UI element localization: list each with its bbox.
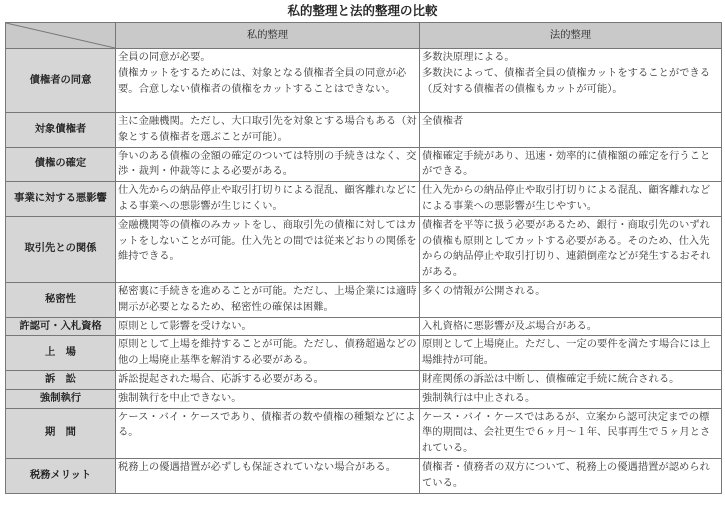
private-cell: 税務上の優遇措置が必ずしも保証されていない場合がある。 [116, 458, 420, 493]
table-row [6, 113, 722, 148]
private-cell: 訴訟提起された場合、応訴する必要がある。 [116, 370, 420, 389]
corner-cell [6, 23, 116, 49]
legal-cell: 強制執行は中止される。 [420, 389, 722, 408]
row-label: 上 場 [6, 336, 116, 371]
private-cell: 主に金融機関。ただし、大口取引先を対象とする場合もある（対象とする債権者を選ぶことが可能）。 [116, 113, 420, 148]
row-label: 訴 訟 [6, 370, 116, 389]
table-row [6, 317, 722, 336]
legal-cell: 財産関係の訴訟は中断し、債権確定手続に統合される。 [420, 370, 722, 389]
table-row [6, 216, 722, 282]
legal-cell: ケース・バイ・ケースではあるが、立案から認可決定までの標準的期間は、会社更生で６ヶ月～１年、民事再生で５ヶ月とされている。 [420, 408, 722, 458]
column-header-private: 私的整理 [116, 23, 420, 49]
private-cell: ケース・バイ・ケースであり、債権者の数や債権の種類などによる。 [116, 408, 420, 458]
page-title: 私的整理と法的整理の比較 [287, 3, 438, 18]
column-header-legal: 法的整理 [420, 23, 722, 49]
row-label: 債権者の同意 [6, 49, 116, 113]
row-label: 許認可・入札資格 [6, 317, 116, 336]
row-label: 債権の確定 [6, 147, 116, 182]
table-row [6, 370, 722, 389]
legal-cell: 仕入先からの納品停止や取引打切りによる混乱、顧客離れなどによる事業への悪影響が生じやすい。 [420, 182, 722, 217]
legal-cell: 債権確定手続があり、迅速・効率的に債権額の確定を行うことができる。 [420, 147, 722, 182]
table-row [6, 336, 722, 371]
table-row [6, 408, 722, 458]
table-row [6, 389, 722, 408]
legal-cell: 多くの情報が公開される。 [420, 282, 722, 317]
legal-cell: 債権者・債務者の双方について、税務上の優遇措置が認められている。 [420, 458, 722, 493]
legal-cell: 入札資格に悪影響が及ぶ場合がある。 [420, 317, 722, 336]
comparison-table [5, 22, 722, 494]
table-row [6, 49, 722, 113]
row-label: 対象債権者 [6, 113, 116, 148]
private-cell: 争いのある債権の金額の確定のついては特別の手続きはなく、交渉・裁判・仲裁等による必要がある。 [116, 147, 420, 182]
table-row [6, 147, 722, 182]
private-cell: 強制執行を中止できない。 [116, 389, 420, 408]
row-label: 税務メリット [6, 458, 116, 493]
legal-cell: 原則として上場廃止。ただし、一定の要件を満たす場合には上場維持が可能。 [420, 336, 722, 371]
row-label: 強制執行 [6, 389, 116, 408]
legal-cell: 全債権者 [420, 113, 722, 148]
private-cell: 原則として影響を受けない。 [116, 317, 420, 336]
row-label: 取引先との関係 [6, 216, 116, 282]
legal-cell: 多数決原理による。 多数決によって、債権者全員の債権カットをすることができる（反対する債権者の債権もカットが可能）。 [420, 49, 722, 113]
row-label: 事業に対する悪影響 [6, 182, 116, 217]
row-label: 秘密性 [6, 282, 116, 317]
private-cell: 全員の同意が必要。 債権カットをするためには、対象となる債権者全員の同意が必要。合意しない債権者の債権をカットすることはできない。 [116, 49, 420, 113]
table-row [6, 282, 722, 317]
table-row [6, 182, 722, 217]
table-row [6, 458, 722, 493]
private-cell: 仕入先からの納品停止や取引打切りによる混乱、顧客離れなどによる事業への悪影響が生じにくい。 [116, 182, 420, 217]
legal-cell: 債権者を平等に扱う必要があるため、銀行・商取引先のいずれの債権も原則としてカットする必要がある。そのため、仕入先からの納品停止や取引打切り、連鎖倒産などが発生するおそれがある。 [420, 216, 722, 282]
private-cell: 秘密裏に手続きを進めることが可能。ただし、上場企業には適時開示が必要となるため、秘密性の確保は困難。 [116, 282, 420, 317]
row-label: 期 間 [6, 408, 116, 458]
private-cell: 原則として上場を維持することが可能。ただし、債務超過などの他の上場廃止基準を解消する必要がある。 [116, 336, 420, 371]
diagonal-line [6, 23, 115, 48]
private-cell: 金融機関等の債権のみカットをし、商取引先の債権に対してはカットをしないことが可能。仕入先との間では従来どおりの関係を維持できる。 [116, 216, 420, 282]
header-row [6, 23, 722, 49]
